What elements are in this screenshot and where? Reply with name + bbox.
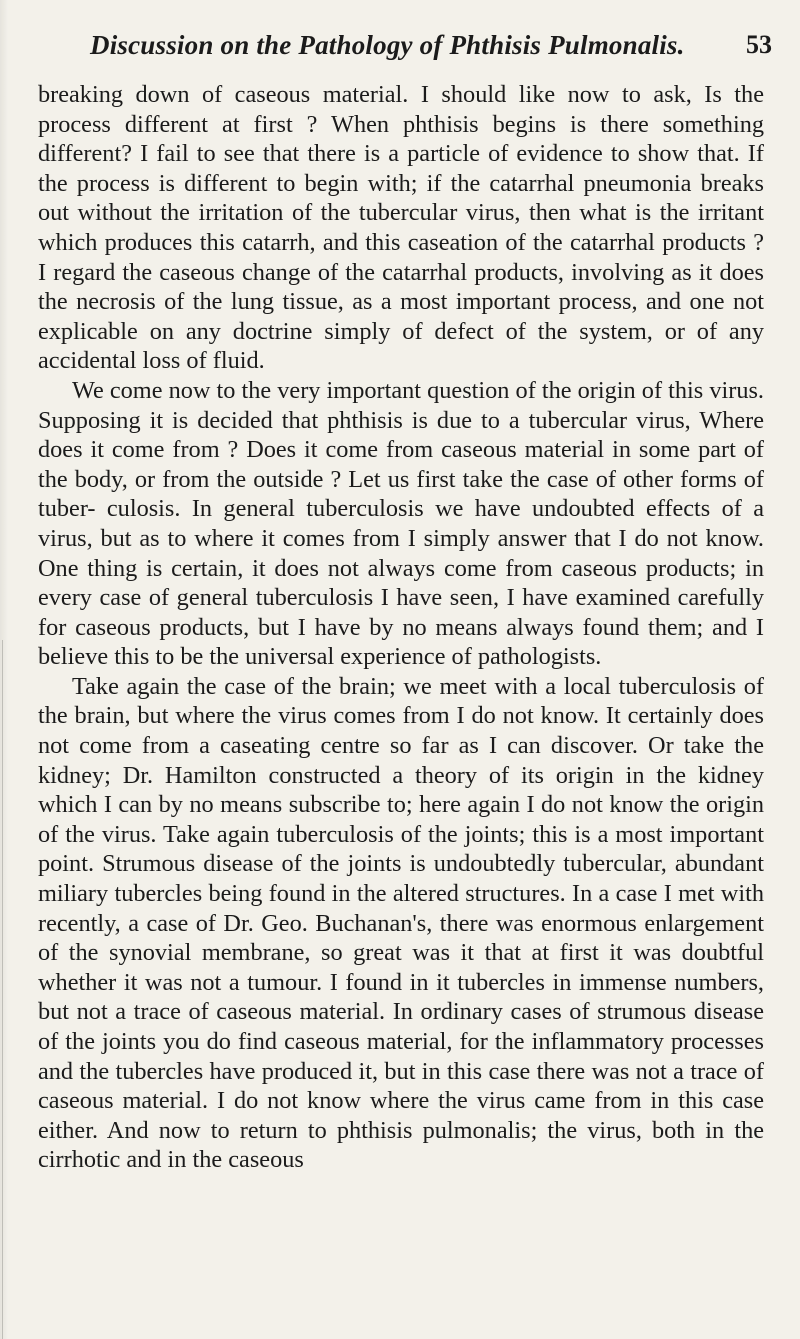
gutter-line [2, 640, 3, 1339]
paragraph-3: Take again the case of the brain; we meet with a local tuberculosis of the brain, but where the virus comes from I do not know. It certainly does not come from a caseating centre so far as I can discover. Or take the kidney; Dr. Hamilton constructed a theory of its origin in the kidney which I can by no means subscribe to; here again I do not know the origin of the virus. Take again tuberculosis of the joints; this is a most important point. Strumous disease of the joints is undoubtedly tubercular, abundant miliary tubercles being found in the altered structures. In a case I met with recently, a case of Dr. Geo. Buchanan's, there was enormous enlargement of the synovial membrane, so great was it that at first it was doubtful whether it was not a tumour. I found in it tubercles in immense numbers, but not a trace of caseous material. In ordinary cases of strumous disease of the joints you do find caseous material, for the inflammatory processes and the tubercles have produced it, but in this case there was not a trace of caseous material. I do not know where the virus came from in this case either. And now to return to phthisis pulmonalis; the virus, both in the cirrhotic and in the caseous [38, 672, 764, 1174]
running-title: Discussion on the Pathology of Phthisis Pulmonalis. [90, 30, 685, 60]
paragraph-2: We come now to the very important question of the origin of this virus. Supposing it is decided that phthisis is due to a tubercular virus, Where does it come from ? Does it come from caseous material in some part of the body, or from the outside ? Let us first take the case of other forms of tuber- culosis. In general tuberculosis we have undoubted effects of a virus, but as to where it comes from I simply answer that I do not know. One thing is certain, it does not always come from caseous products; in every case of general tuberculosis I have seen, I have examined carefully for caseous products, but I have by no means always found them; and I believe this to be the universal experience of pathologists. [38, 376, 764, 671]
page-number: 53 [746, 30, 772, 59]
paragraph-1: breaking down of caseous material. I should like now to ask, Is the process different at first ? When phthisis begins is there something different? I fail to see that there is a particle of evidence to show that. If the process is different to begin with; if the catarrhal pneumonia breaks out without the irritation of the tubercular virus, then what is the irritant which produces this catarrh, and this caseation of the catarrhal products ? I regard the caseous change of the catarrhal products, involving as it does the necrosis of the lung tissue, as a most important process, and one not explicable on any doctrine simply of defect of the system, or of any accidental loss of fluid. [38, 81, 764, 375]
body-text [38, 80, 764, 1175]
running-head [38, 0, 772, 74]
